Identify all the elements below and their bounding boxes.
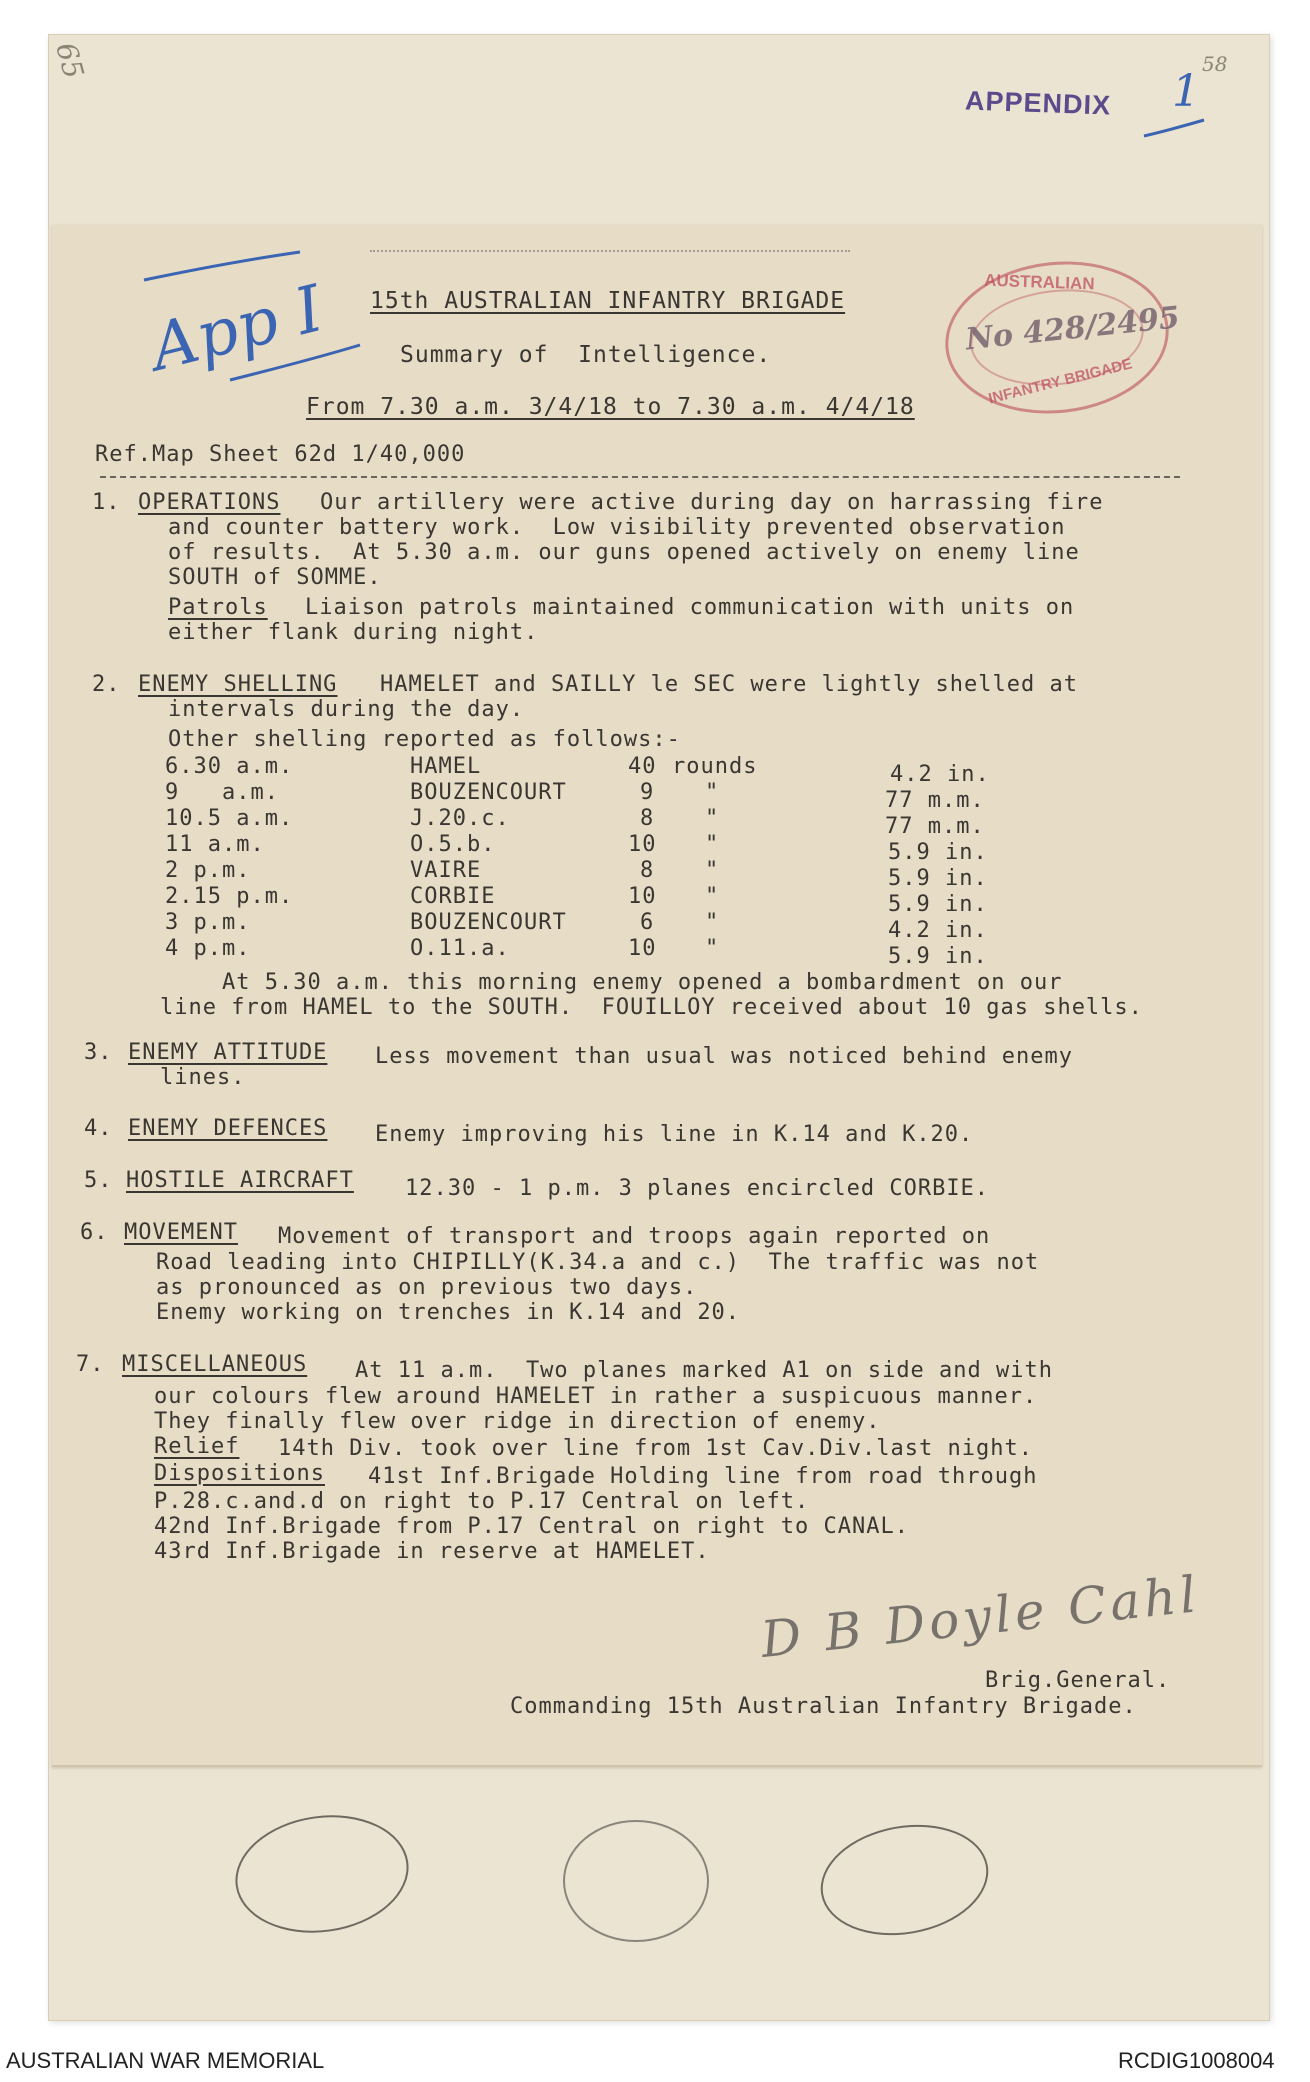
- shelling-closing-line: At 5.30 a.m. this morning enemy opened a bombardment on our: [222, 970, 1063, 995]
- section-7-number: 7.: [76, 1352, 105, 1377]
- shell-place: BOUZENCOURT: [410, 780, 567, 805]
- section-1-heading: OPERATIONS: [138, 490, 281, 515]
- shell-calibre: 5.9 in.: [888, 840, 988, 865]
- footer-archive-name: AUSTRALIAN WAR MEMORIAL: [6, 2048, 325, 2073]
- shell-time: 4 p.m.: [165, 936, 251, 961]
- shell-place: O.11.a.: [410, 936, 510, 961]
- shell-count: 10: [628, 884, 657, 909]
- shell-calibre: 5.9 in.: [888, 944, 988, 969]
- shell-place: HAMEL: [410, 754, 482, 779]
- shell-unit: ": [705, 858, 720, 883]
- patrols-line: Liaison patrols maintained communication with units on: [305, 595, 1075, 620]
- relief-heading: Relief: [154, 1434, 240, 1459]
- shell-count: 10: [628, 936, 657, 961]
- shell-count: 10: [628, 832, 657, 857]
- shell-time: 6.30 a.m.: [165, 754, 294, 779]
- section-4-number: 4.: [84, 1116, 113, 1141]
- signatory-rank: Brig.General.: [985, 1668, 1171, 1693]
- appendix-underline-stroke: [1140, 112, 1210, 142]
- dispositions-line: 43rd Inf.Brigade in reserve at HAMELET.: [154, 1539, 710, 1564]
- section-6-line: Road leading into CHIPILLY(K.34.a and c.) The traffic was not: [156, 1250, 1040, 1275]
- shell-unit: ": [705, 884, 720, 909]
- section-4-line: Enemy improving his line in K.14 and K.20.: [375, 1122, 974, 1147]
- appendix-stamp: APPENDIX: [964, 85, 1112, 121]
- report-period: From 7.30 a.m. 3/4/18 to 7.30 a.m. 4/4/18: [306, 394, 915, 420]
- shell-place: VAIRE: [410, 858, 482, 883]
- patrols-heading: Patrols: [168, 595, 268, 620]
- folio-right: 58: [1202, 52, 1228, 76]
- shell-unit: rounds: [672, 754, 758, 779]
- shell-place: O.5.b.: [410, 832, 496, 857]
- section-7-line: our colours flew around HAMELET in rather a suspicuous manner.: [154, 1384, 1038, 1409]
- section-1-line: and counter battery work. Low visibility prevented observation: [168, 515, 1066, 540]
- shell-calibre: 5.9 in.: [888, 866, 988, 891]
- shell-time: 10.5 a.m.: [165, 806, 294, 831]
- shell-unit: ": [705, 806, 720, 831]
- ref-map-sheet: Ref.Map Sheet 62d 1/40,000: [95, 442, 466, 467]
- footer-catalogue-id: RCDIG1008004: [1118, 2048, 1275, 2073]
- section-1-line: of results. At 5.30 a.m. our guns opened actively on enemy line: [168, 540, 1080, 565]
- shell-count: 9: [640, 780, 655, 805]
- shell-unit: ": [705, 910, 720, 935]
- section-2-heading: ENEMY SHELLING: [138, 672, 338, 697]
- section-6-line: as pronounced as on previous two days.: [156, 1275, 698, 1300]
- section-3-line: Less movement than usual was noticed behind enemy: [375, 1044, 1074, 1069]
- dispositions-heading: Dispositions: [154, 1461, 325, 1486]
- shell-time: 2.15 p.m.: [165, 884, 294, 909]
- appendix-number: 1: [1172, 66, 1200, 117]
- section-1-number: 1.: [92, 490, 121, 515]
- app-annotation: App I: [143, 272, 331, 386]
- shelling-closing-line: line from HAMEL to the SOUTH. FOUILLOY received about 10 gas shells.: [160, 995, 1143, 1020]
- shelling-intro: Other shelling reported as follows:-: [168, 727, 681, 752]
- header-divider: [100, 476, 1180, 478]
- shell-calibre: 4.2 in.: [888, 918, 988, 943]
- section-5-line: 12.30 - 1 p.m. 3 planes encircled CORBIE.: [405, 1176, 990, 1201]
- section-6-number: 6.: [80, 1220, 109, 1245]
- section-3-heading: ENEMY ATTITUDE: [128, 1040, 328, 1065]
- shell-unit: ": [705, 780, 720, 805]
- shell-calibre: 4.2 in.: [890, 762, 990, 787]
- shell-time: 9 a.m.: [165, 780, 279, 805]
- folio-number: 65: [49, 39, 91, 82]
- shell-time: 3 p.m.: [165, 910, 251, 935]
- shell-count: 8: [640, 806, 655, 831]
- dispositions-line: 41st Inf.Brigade Holding line from road through: [368, 1464, 1038, 1489]
- section-6-line: Movement of transport and troops again reported on: [278, 1224, 991, 1249]
- signatory-command: Commanding 15th Australian Infantry Brigade.: [510, 1694, 1137, 1719]
- document-title: 15th AUSTRALIAN INFANTRY BRIGADE: [370, 288, 846, 314]
- dispositions-line: 42nd Inf.Brigade from P.17 Central on right to CANAL.: [154, 1514, 909, 1539]
- shell-calibre: 5.9 in.: [888, 892, 988, 917]
- section-2-line: HAMELET and SAILLY le SEC were lightly shelled at: [380, 672, 1079, 697]
- shell-place: BOUZENCOURT: [410, 910, 567, 935]
- shell-place: CORBIE: [410, 884, 496, 909]
- stamp-top-text: AUSTRALIAN: [983, 270, 1095, 294]
- shell-count: 8: [640, 858, 655, 883]
- handwritten-signature: D B Doyle Cahl: [758, 1565, 1203, 1669]
- shell-time: 2 p.m.: [165, 858, 251, 883]
- shell-calibre: 77 m.m.: [885, 788, 985, 813]
- section-6-line: Enemy working on trenches in K.14 and 20.: [156, 1300, 741, 1325]
- stamp-number: No 428/2495: [963, 300, 1182, 358]
- section-2-line: intervals during the day.: [168, 697, 525, 722]
- shell-unit: ": [705, 936, 720, 961]
- shell-count: 40: [628, 754, 657, 779]
- section-5-heading: HOSTILE AIRCRAFT: [126, 1168, 354, 1193]
- shell-count: 6: [640, 910, 655, 935]
- section-6-heading: MOVEMENT: [124, 1220, 238, 1245]
- section-2-number: 2.: [92, 672, 121, 697]
- shell-calibre: 77 m.m.: [885, 814, 985, 839]
- section-3-line: lines.: [160, 1065, 246, 1090]
- shell-place: J.20.c.: [410, 806, 510, 831]
- embossed-seal: [563, 1820, 709, 1942]
- relief-line: 14th Div. took over line from 1st Cav.Div.last night.: [278, 1436, 1033, 1461]
- perforation-line: [370, 250, 850, 252]
- shell-time: 11 a.m.: [165, 832, 265, 857]
- section-5-number: 5.: [84, 1168, 113, 1193]
- section-7-line: At 11 a.m. Two planes marked A1 on side and with: [355, 1358, 1054, 1383]
- stamp-bottom-text: INFANTRY BRIGADE: [986, 355, 1134, 408]
- section-3-number: 3.: [84, 1040, 113, 1065]
- section-1-line: Our artillery were active during day on harrassing fire: [320, 490, 1104, 515]
- document-subtitle: Summary of Intelligence.: [400, 342, 772, 368]
- dispositions-line: P.28.c.and.d on right to P.17 Central on left.: [154, 1489, 810, 1514]
- section-7-line: They finally flew over ridge in direction of enemy.: [154, 1409, 881, 1434]
- shell-unit: ": [705, 832, 720, 857]
- section-1-line: SOUTH of SOMME.: [168, 565, 382, 590]
- section-7-heading: MISCELLANEOUS: [122, 1352, 308, 1377]
- patrols-line: either flank during night.: [168, 620, 539, 645]
- section-4-heading: ENEMY DEFENCES: [128, 1116, 328, 1141]
